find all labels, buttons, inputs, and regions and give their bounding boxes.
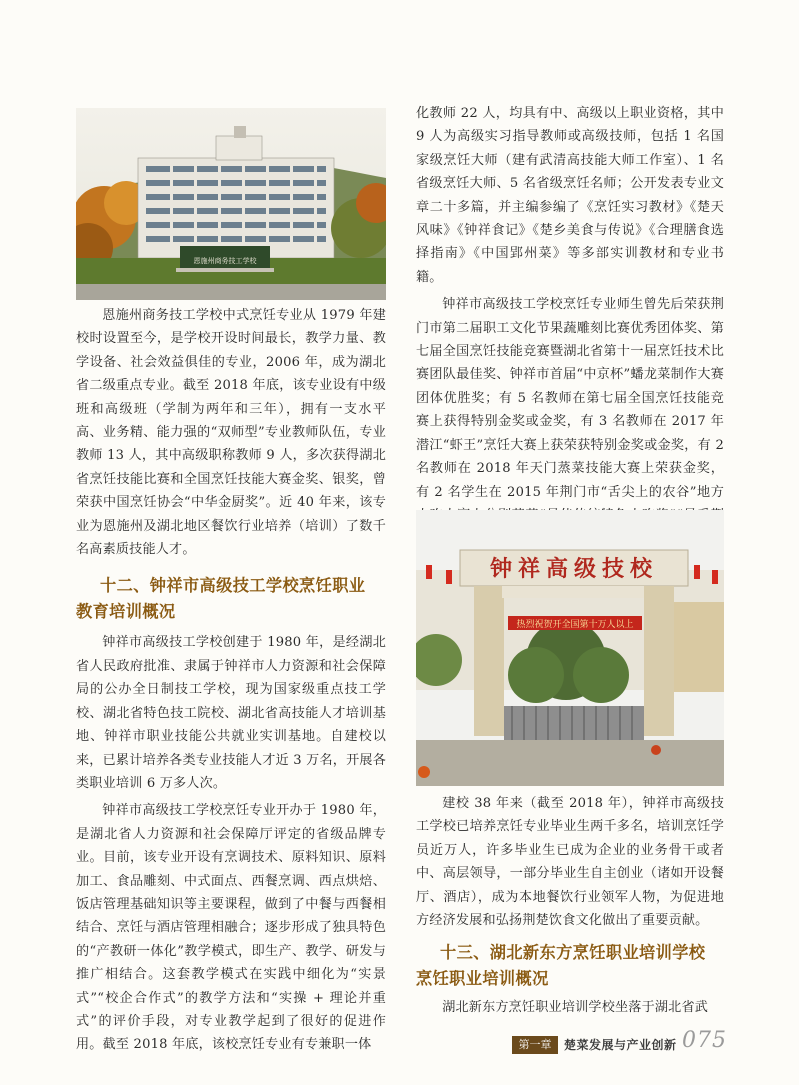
right-paragraph-4: 湖北新东方烹饪职业培训学校坐落于湖北省武: [442, 1000, 709, 1016]
section-13-heading-line1: 十三、湖北新东方烹饪职业培训学校: [440, 943, 706, 963]
right-column-top: [416, 102, 724, 551]
chapter-title: 楚菜发展与产业创新: [564, 1038, 677, 1052]
page-footer: [512, 1028, 727, 1058]
section-12-heading-line2: 教育培训概况: [76, 602, 176, 622]
section-12-heading-line1: 十二、钟祥市高级技工学校烹饪职业: [100, 576, 366, 596]
school-building-sign: 恩施州商务技工学校: [193, 257, 257, 265]
section-13-heading-line2: 烹饪职业培训概况: [416, 969, 549, 989]
gate-sign-text: 钟祥高级技校: [489, 556, 659, 582]
left-column: [76, 304, 386, 1057]
gate-banner-text: 热烈祝贺开全国第十万人以上: [516, 620, 634, 630]
chapter-label: 第一章: [512, 1036, 558, 1054]
left-paragraph-1: 恩施州商务技工学校中式烹饪专业从 1979 年建校时设置至今，是学校开设时间最长，教学力量、教学设备、社会效益俱佳的专业，2006 年，成为湖北省二级重点专业。截至 2018 年底，该专业设有中级班和高级班（学制为两年和三年），拥有一支水平高、业务精、能力强的“双师型”专业教师队伍，专业教师 13 人，其中高级职称教师 9 人，多次获得湖北省烹饪技能比赛和全国烹饪技能大赛金奖、银奖，曾荣获中国烹饪协会“中华金厨奖”。近 40 年来，该专业为恩施州及湖北地区餐饮行业培养（培训）了数千名高素质技能人才。: [76, 308, 386, 558]
left-paragraph-3: 钟祥市高级技工学校烹饪专业开办于 1980 年，是湖北省人力资源和社会保障厅评定的省级品牌专业。目前，该专业开设有烹调技术、原料知识、原料加工、食品雕刻、中式面点、西餐烹调、西点烘焙、饭店管理基础知识等主要课程，做到了中餐与西餐相结合、烹饪与酒店管理相融合；逐步形成了独具特色的“产教研一体化”教学模式，即生产、教学、研发与推广相结合。这套教学模式在实践中细化为“实景式”“校企合作式”的教学方法和“实操 + 理论并重式”的评价手段，对专业教学起到了很好的促进作用。截至 2018 年底，该校烹饪专业有专兼职一体: [76, 803, 386, 1053]
right-paragraph-2: 钟祥市高级技工学校烹饪专业师生曾先后荣获荆门市第二届职工文化节果蔬雕刻比赛优秀团体奖、第七届全国烹饪技能竞赛暨湖北省第十一届烹饪技术比赛团队最佳奖、钟祥市首届“中京杯”蟠龙菜制作大赛团体优胜奖；有 5 名教师在第七届全国烹饪技能竞赛上获得特别金奖或金奖，有 3 名教师在 2017 年潜江“虾王”烹饪大赛上获荣获特别金奖或金奖，有 2 名教师在 2018 年天门蒸菜技能大赛上荣获金奖，有 2 名学生在 2015 年荆门市“舌尖上的农谷”地方: [416, 297, 724, 500]
school-gate-photo: [416, 510, 724, 786]
left-paragraph-2: 钟祥市高级技工学校创建于 1980 年，是经湖北省人民政府批准、隶属于钟祥市人力资源和社会保障局的公办全日制技工学校，现为国家级重点技工学校、湖北省特色技工院校、湖北省高技能人才培训基地、钟祥市职业技能公共就业实训基地。自建校以来，已累计培养各类专业技能人才近 3 万名，开展各类职业培训 6 万多人次。: [76, 635, 386, 791]
school-building-photo: [76, 108, 386, 300]
right-paragraph-3: 建校 38 年来（截至 2018 年），钟祥市高级技工学校已培养烹饪专业毕业生两千多名，培训烹饪学员近万人，许多毕业生已成为企业的业务骨干或者中、高层领导，一部分毕业生自主创业（诸如开设餐厅、酒店），成为本地餐饮行业领军人物，为促进地方经济发展和弘扬荆楚饮食文化做出了重要贡献。: [416, 796, 724, 929]
right-paragraph-1: 化教师 22 人，均具有中、高级以上职业资格，其中 9 人为高级实习指导教师或高级技师，包括 1 名国家级烹饪大师（建有武清高技能大师工作室）、1 名省级烹饪大师、5 名省级烹饪名师；公开发表专业文章二十多篇，并主编参编了《烹饪实习教材》《楚天风味》《钟祥食记》《楚乡美食与传说》《合理膳食选择指南》《中国郢州菜》等多部实训教材和专业书籍。: [416, 106, 724, 285]
right-column-bottom: [416, 792, 724, 1020]
page-number: 075: [682, 1028, 727, 1053]
